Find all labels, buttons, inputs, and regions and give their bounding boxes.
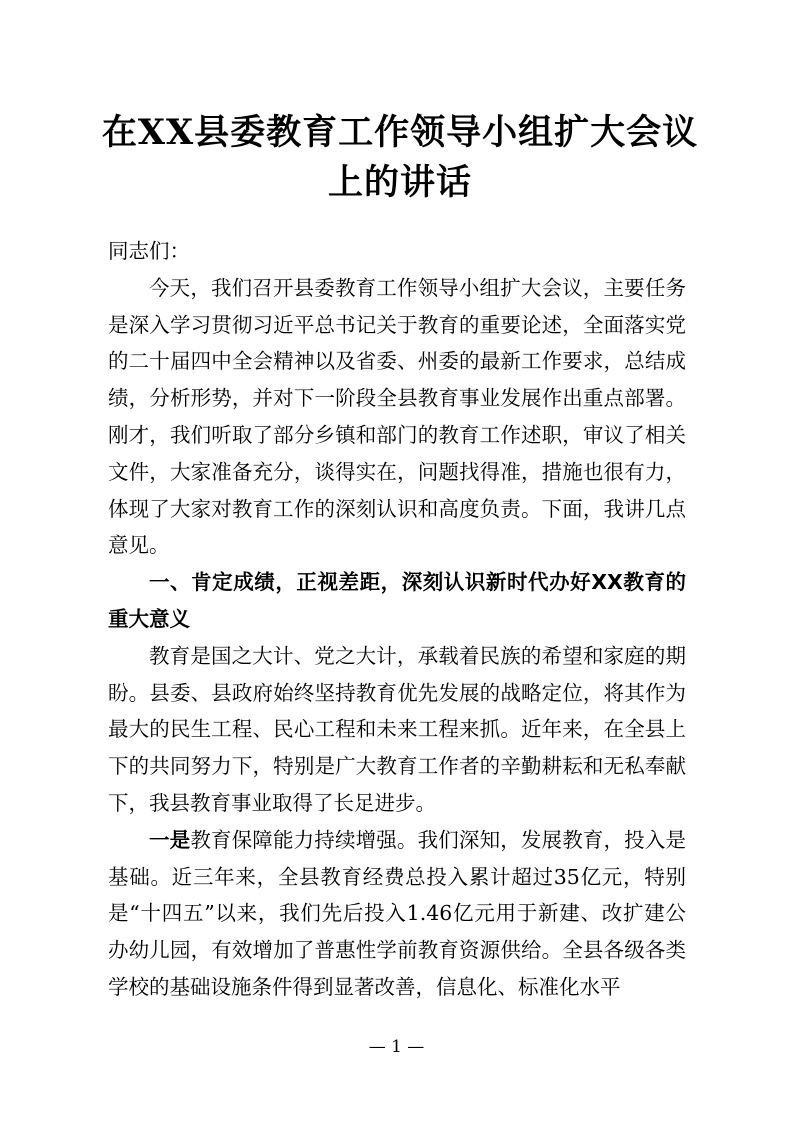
document-title: 在XX县委教育工作领导小组扩大会议上的讲话 [101, 112, 699, 203]
point-lead: 一是 [149, 827, 191, 852]
document-body [108, 233, 686, 1006]
page-number: — 1 — [368, 1037, 425, 1057]
section-heading: 一、肯定成绩，正视差距，深刻认识新时代办好XX教育的重大意义 [108, 570, 686, 631]
salutation: 同志们： [108, 239, 190, 263]
point-text: 教育保障能力持续增强。我们深知，发展教育，投入是基础。近三年来，全县教育经费总投入累计超过35亿元，特别是“十四五”以来，我们先后投入1.46亿元用于新建、改扩建公办幼儿园，有效增加了普惠性学前教育资源供给。全县各级各类学校的基础设施条件得到显著改善，信息化、标准化水平 [108, 827, 687, 999]
section-paragraph: 教育是国之大计、党之大计，承载着民族的希望和家庭的期盼。县委、县政府始终坚持教育优先发展的战略定位，将其作为最大的民生工程、民心工程和未来工程来抓。近年来，在全县上下的共同努力下，特别是广大教育工作者的辛勤耕耘和无私奉献下，我县教育事业取得了长足进步。 [108, 643, 686, 815]
point-paragraph [108, 822, 686, 1006]
intro-paragraph: 今天，我们召开县委教育工作领导小组扩大会议，主要任务是深入学习贯彻习近平总书记关于教育的重要论述，全面落实党的二十届四中全会精神以及省委、州委的最新工作要求，总结成绩，分析形势，并对下一阶段全县教育事业发展作出重点部署。刚才，我们听取了部分乡镇和部门的教育工作述职，审议了相关文件，大家准备充分，谈得实在，问题找得准，措施也很有力，体现了大家对教育工作的深刻认识和高度负责。下面，我讲几点意见。 [108, 275, 686, 558]
